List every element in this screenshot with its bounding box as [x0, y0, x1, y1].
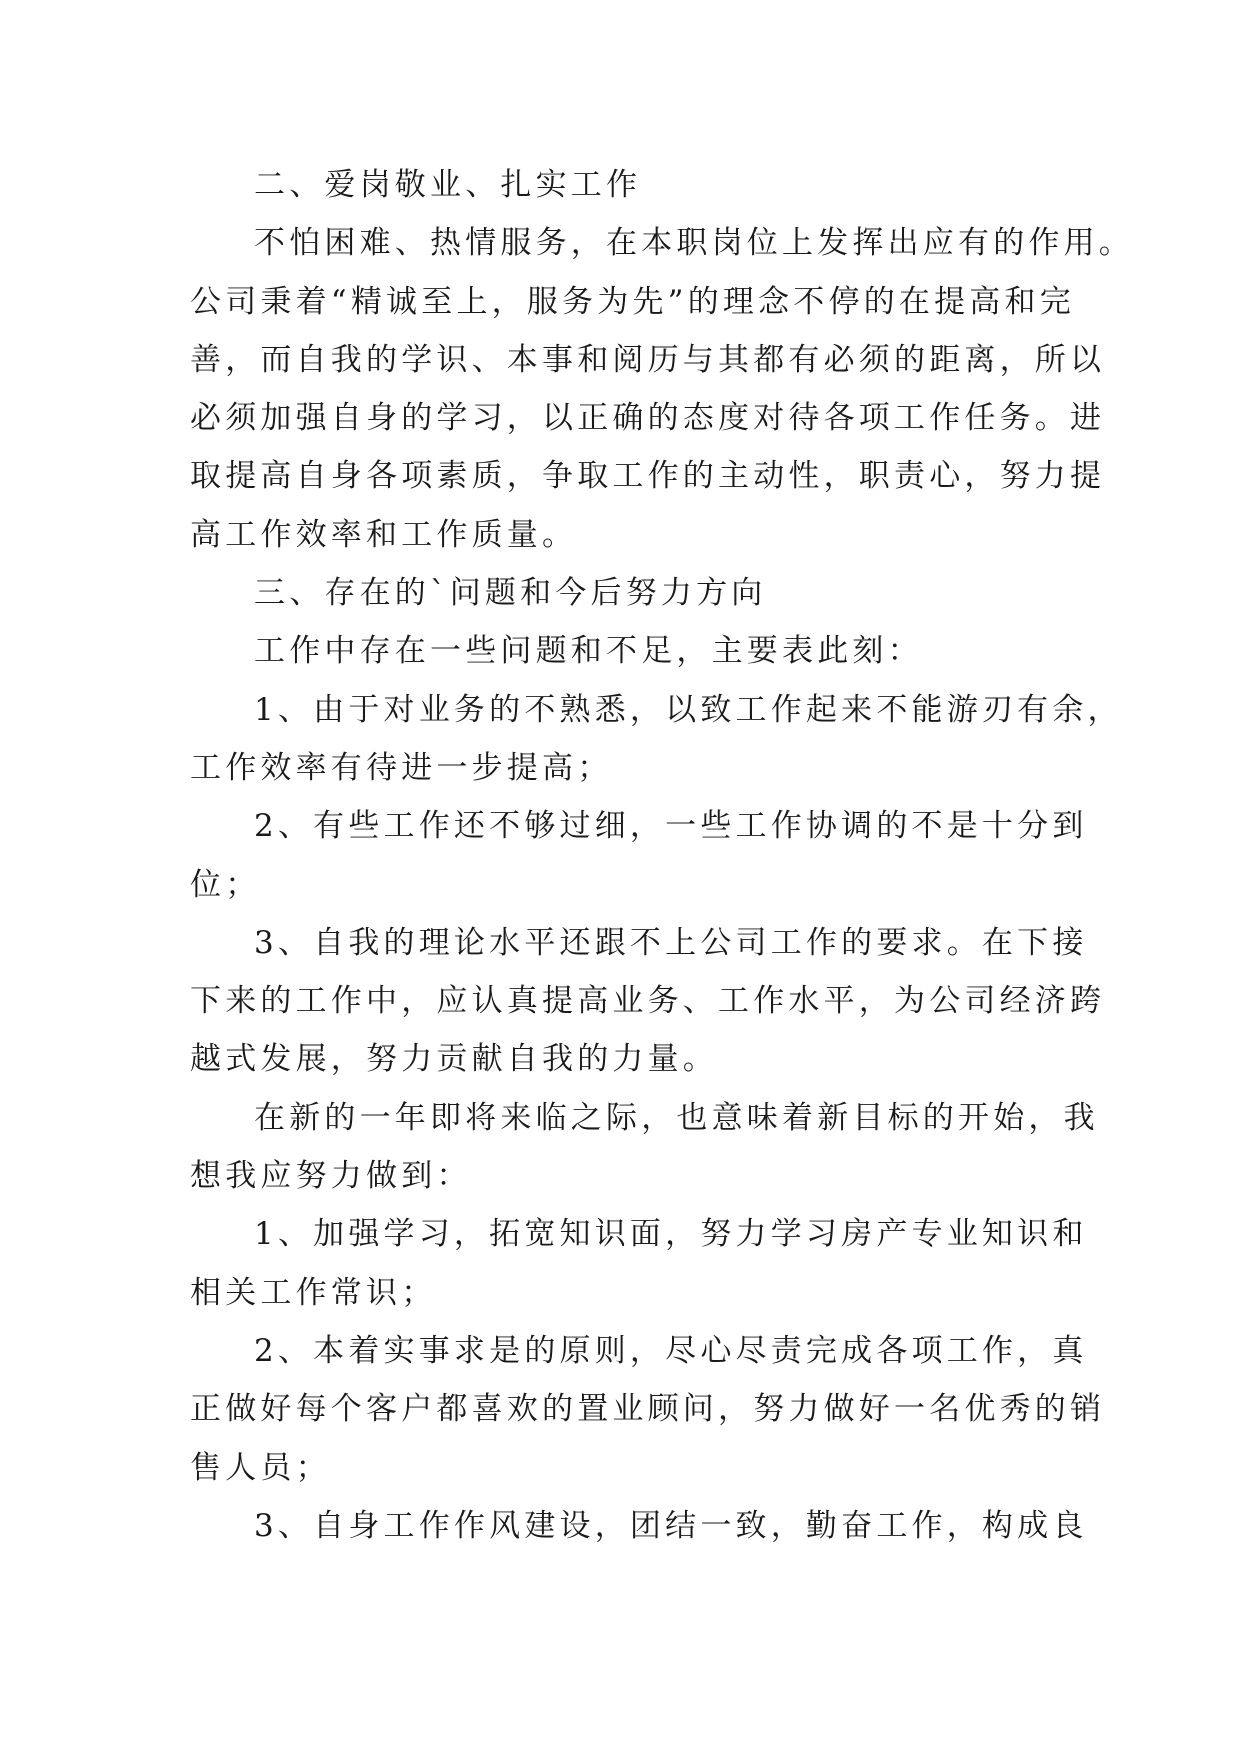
text-line: 售人员； [190, 1449, 331, 1486]
list-item [190, 1322, 1106, 1497]
text-line: 3、自身工作作风建设，团结一致，勤奋工作，构成良 [254, 1507, 1088, 1544]
text-line: 1、加强学习，拓宽知识面，努力学习房产专业知识和 [254, 1216, 1088, 1253]
text-line: 位； [190, 866, 261, 903]
text-line: 2、本着实事求是的原则，尽心尽责完成各项工作，真 [254, 1332, 1088, 1369]
paragraph [190, 622, 1070, 680]
list-item [190, 1497, 1088, 1555]
text-line: 相关工作常识； [190, 1274, 437, 1311]
text-line: 3、自我的理论水平还跟不上公司工作的要求。在下接 [254, 924, 1088, 961]
text-line: 下来的工作中，应认真提高业务、工作水平，为公司经济跨 [190, 983, 1106, 1020]
text-line: 公司秉着“精诚至上，服务为先”的理念不停的在提高和完 [190, 283, 1075, 320]
text-line: 必须加强自身的学习，以正确的态度对待各项工作任务。进 [190, 400, 1106, 437]
text-line: 想我应努力做到： [190, 1158, 472, 1195]
text-line: 越式发展，努力贡献自我的力量。 [190, 1041, 718, 1078]
paragraph [190, 214, 1134, 564]
list-item [190, 914, 1106, 1089]
list-item [190, 797, 1088, 914]
text-line: 二、爱岗敬业、扎实工作 [254, 167, 642, 203]
section-heading-2 [190, 156, 1070, 214]
text-line: 善，而自我的学识、本事和阅历与其都有必须的距离，所以 [190, 341, 1106, 378]
paragraph [190, 1089, 1099, 1206]
text-line: 三、存在的`问题和今后努力方向 [254, 575, 767, 612]
document-body [190, 156, 1134, 1555]
text-line: 在新的一年即将来临之际，也意味着新目标的开始，我 [254, 1099, 1099, 1136]
text-line: 高工作效率和工作质量。 [190, 516, 578, 553]
list-item [190, 1205, 1088, 1322]
text-line: 1、由于对业务的不熟悉，以致工作起来不能游刃有余， [254, 691, 1123, 728]
text-line: 正做好每个客户都喜欢的置业顾问，努力做好一名优秀的销 [190, 1391, 1106, 1428]
text-line: 取提高自身各项素质，争取工作的主动性，职责心，努力提 [190, 458, 1106, 495]
section-heading-3 [190, 564, 1070, 622]
text-line: 工作中存在一些问题和不足，主要表此刻： [254, 633, 923, 670]
list-item [190, 681, 1123, 798]
text-line: 2、有些工作还不够过细，一些工作协调的不是十分到 [254, 808, 1088, 845]
text-line: 工作效率有待进一步提高； [190, 749, 613, 786]
text-line: 不怕困难、热情服务，在本职岗位上发挥出应有的作用。 [254, 225, 1134, 262]
